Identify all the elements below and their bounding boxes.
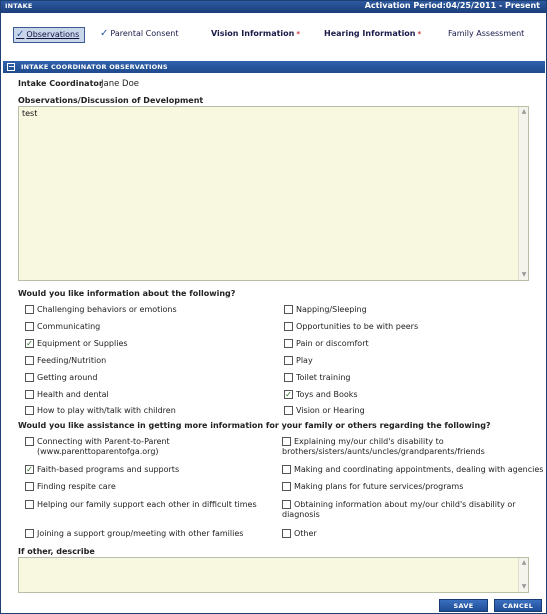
checkbox-label: How to play with/talk with children	[37, 406, 176, 415]
checkbox-label: Challenging behaviors or emotions	[37, 305, 177, 314]
checkbox-label: Explaining my/our child's disability to brothers/sisters/aunts/uncles/grandparents/friends	[282, 437, 485, 456]
observations-scrollbar[interactable]	[518, 107, 528, 280]
check-icon: ✓	[100, 28, 109, 39]
checkbox-label: Feeding/Nutrition	[37, 356, 107, 365]
checkbox-label: Making plans for future services/programs	[294, 482, 464, 491]
checkbox[interactable]	[284, 373, 293, 382]
observations-text: test	[22, 109, 38, 118]
tab-vision-information[interactable]	[211, 27, 300, 43]
checkbox[interactable]	[282, 482, 291, 491]
checkbox-label: Vision or Hearing	[296, 406, 365, 415]
checkbox-label: Napping/Sleeping	[296, 305, 367, 314]
checkbox[interactable]	[25, 322, 34, 331]
cancel-button-label: CANCEL	[502, 602, 534, 610]
checkbox-label: Getting around	[37, 373, 98, 382]
checkbox-checked[interactable]: ✓	[26, 465, 33, 474]
checkbox[interactable]	[25, 500, 34, 509]
info-question: Would you like information about the following?	[18, 289, 236, 298]
tab-label: Family Assessment	[448, 29, 525, 38]
other-scrollbar[interactable]	[518, 558, 528, 592]
window-titlebar	[1, 1, 546, 13]
checkbox[interactable]	[25, 529, 34, 538]
required-asterisk: *	[296, 30, 301, 38]
checkbox[interactable]	[25, 482, 34, 491]
checkbox-label: Equipment or Supplies	[37, 339, 128, 348]
checkbox-label: Joining a support group/meeting with other families	[37, 529, 244, 538]
checkbox-label: Helping our family support each other in difficult times	[37, 500, 257, 509]
tab-label: Observations	[26, 30, 80, 39]
check-icon: ✓	[16, 29, 25, 40]
cancel-button[interactable]	[494, 599, 542, 612]
scroll-up-icon[interactable]: ▲	[521, 108, 527, 115]
observations-label: Observations/Discussion of Development	[18, 96, 204, 105]
scroll-down-icon[interactable]: ▼	[521, 271, 527, 278]
tab-label: Hearing Information	[324, 29, 416, 38]
window-title: INTAKE	[5, 2, 33, 10]
checkbox-label: Communicating	[37, 322, 101, 331]
checkbox-label: Making and coordinating appointments, dealing with agencies	[294, 465, 544, 474]
observations-textarea[interactable]	[18, 106, 529, 281]
checkbox-label: Play	[296, 356, 313, 365]
checkbox-label: Toys and Books	[296, 390, 358, 399]
coordinator-value: Jane Doe	[101, 79, 140, 89]
tab-bar	[1, 14, 546, 58]
tab-family-assessment[interactable]	[448, 27, 524, 43]
tab-label: Vision Information	[211, 29, 295, 38]
checkbox[interactable]	[284, 406, 293, 415]
checkbox[interactable]	[25, 437, 34, 446]
checkbox[interactable]	[25, 373, 34, 382]
tab-label: Parental Consent	[110, 29, 179, 38]
tab-hearing-information[interactable]	[324, 27, 421, 43]
checkbox[interactable]	[25, 305, 34, 314]
section-title: INTAKE COORDINATOR OBSERVATIONS	[21, 63, 168, 71]
checkbox-label: Faith-based programs and supports	[37, 465, 180, 474]
checkbox-label: Other	[294, 529, 317, 538]
checkbox[interactable]	[25, 356, 34, 365]
checkbox[interactable]	[25, 406, 34, 415]
checkbox[interactable]	[282, 529, 291, 538]
checkbox-label: Obtaining information about my/our child's disability or diagnosis	[282, 500, 516, 519]
activation-period: Activation Period:04/25/2011 - Present	[364, 1, 540, 10]
checkbox-label: Finding respite care	[37, 482, 116, 491]
checkbox[interactable]	[282, 465, 291, 474]
checkbox[interactable]	[25, 390, 34, 399]
checkbox[interactable]	[284, 356, 293, 365]
scroll-down-icon[interactable]: ▼	[521, 583, 527, 590]
checkbox-label: Toilet training	[296, 373, 351, 382]
checkbox-checked[interactable]: ✓	[285, 390, 292, 399]
tab-observations[interactable]	[13, 27, 85, 43]
checkbox[interactable]	[284, 339, 293, 348]
coordinator-label: Intake Coordinator	[18, 79, 103, 88]
assist-question: Would you like assistance in getting more information for your family or others regarding the following?	[18, 421, 491, 430]
checkbox[interactable]	[284, 305, 293, 314]
other-label: If other, describe	[18, 547, 95, 556]
tab-parental-consent[interactable]	[100, 27, 179, 43]
save-button[interactable]	[439, 599, 488, 612]
required-asterisk: *	[417, 30, 422, 38]
checkbox-label: Connecting with Parent-to-Parent (www.parenttoparentofga.org)	[37, 437, 170, 456]
scroll-up-icon[interactable]: ▲	[521, 559, 527, 566]
checkbox-label: Health and dental	[37, 390, 109, 399]
section-header	[3, 61, 545, 73]
save-button-label: SAVE	[453, 602, 474, 610]
checkbox-label: Pain or discomfort	[296, 339, 369, 348]
minus-icon[interactable]: −	[8, 62, 15, 71]
checkbox-label: Opportunities to be with peers	[296, 322, 419, 331]
checkbox[interactable]	[284, 322, 293, 331]
checkbox-checked[interactable]: ✓	[26, 339, 33, 348]
other-textarea[interactable]	[18, 557, 529, 593]
